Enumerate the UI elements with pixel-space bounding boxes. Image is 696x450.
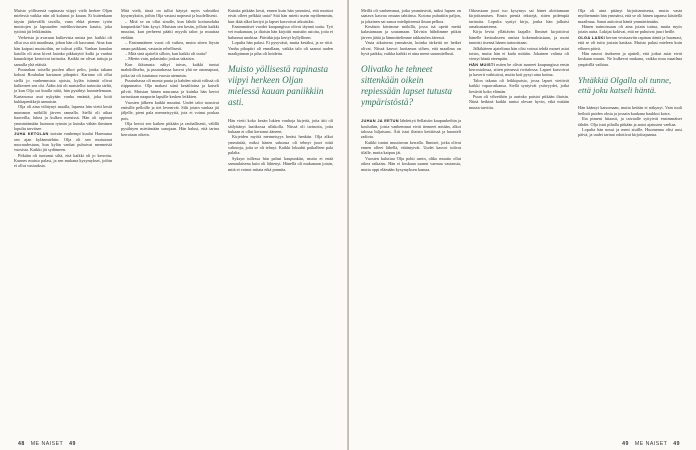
- paragraph: – Ensimmäinen vuosi oli vaikea, mutta sitten löysin oman paikkani, vastasin rehellisesti.: [121, 40, 219, 51]
- paragraph: Vuosien kuluttua Olja pohti usein, oliko muutto ollut oikea ratkaisu. Hän ei koskaan saanut varmaa vastausta, mutta oppi elämään kysymyksen kanssa.: [361, 155, 461, 172]
- paragraph: Oikeastaan juuri tuo kysymys sai hänet aloittamaan kirjoittamisen. Ensin pieniä tekstejä, sitten pidempiä tarinoita. Lopulta syntyi kirja, jonka hän julkaisi omakustanteena.: [469, 8, 569, 30]
- paragraph: Muisto yölliseestä rapinasta viipyi vielä herkee Oljan mielessä vaikka niin oli kulunut jo kauan. Ei kuitenkaan täysin järkevällä tavalla, vaan ehkä pienen tytön muistojen ja lapsuuden mielikuvitusten kautta, joka tyttönä jäi leikkimään.: [14, 8, 112, 35]
- section-lead: JUHAN JA EETUN: [361, 118, 399, 124]
- paragraph: Kuinka pitkään kesti, ennen kuin hän ymmärsi, että muistot eivät olleet pelkkiä unia? Sitä hän mietti usein myöhemmin, kun ikää alkoi kertyä ja lapset kasvoivat aikuisiksi.: [228, 8, 333, 24]
- paragraph: Olja oli aina pitänyt kirjoittamisesta, mutta vasta myöhemmin hän ymmärsi, että se oli hänen tapansa käsitellä maailmaa. Sanat auttoivat häntä ymmärtämään.: [578, 8, 682, 24]
- paragraph: [469, 62, 569, 78]
- paragraph: Puutarhassa oli monta puuta ja kahden niistä välissä oli riippumatto. Olja makasi siinä kesäiltoina ja katseli pilviä. Muistan hänen naurunsa ja kuinka hän kertoi tarinoitaan naapurin lapsille kesken leikkien.: [121, 78, 219, 100]
- pull-quote: Olivatko he tehneet sittenkään oikein repiessään lapset tutusta ympäristöstä?: [361, 64, 453, 108]
- paragraph: Kirja levisi yllättävän laajalle. Ihmiset kirjoittivat hänelle kertoakseen omista kokemuksistaan, ja moni tunnisti itsensä hänen tarinoistaan.: [469, 29, 569, 46]
- paragraph: Puutarhan toisella puolen alkoi pelto, jonka takana kohosi Rouhalan kartanon pihapiiri. Kartano oli ollut siellä jo vanhemmista ajoista, kylän isännät olivat kulkeneet sen ohi. Äidin äiti oli muistellut tarinoita sieltä, ja kun Olja sai kuulla niitä, hän pysähtyi kuuntelemaan. Kartanossa asui nykyään vanha emäntä, joka hoiti kukkapenkkejä aamuisin.: [14, 66, 112, 105]
- paragraph: Kesäisin kävimme mökillä, jossa isä opetti meitä kalastamaan ja soutamaan. Talvisin hiihdimme pitkin järven jäätä ja lämmittelimme takkatulen ääressä.: [361, 24, 461, 40]
- paragraph: Ensimmäiset vuodet kaupungissa olivat täynnä uutta. Työ vei mukanaan, ja iltaisin hän kirjoitti muistiin asioita, joita ei halunnut unohtaa. Päiväkirjoja kertyi hyllyllinen.: [228, 24, 333, 40]
- paragraph: Kaikki tuntui muuttuvan kerralla. Ihmiset, jotka olivat ennen olleet lähellä, etääntyivät. Uudet kasvot tulivat tilalle, mutta kaipuu jäi.: [361, 139, 461, 156]
- paragraph: Jälkikäteen ajateltuna hän olisi voinut tehdä monet asiat toisin, mutta hän ei kadu mitään. Jokainen valinta oli vienyt häntä eteenpäin.: [469, 45, 569, 62]
- paragraph: Hänen tarinoissaan oli aina jotain tuttua, mutta myös jotain uutta. Lukijat kokivat, että ne puhuivat juuri heille.: [578, 24, 682, 35]
- section-lead: JUHA KETOLAN: [14, 131, 49, 137]
- page-number: 48: [18, 441, 25, 447]
- left-column-2: [121, 8, 219, 438]
- paragraph: Meillä oli vanhemmat, jotka ymmärsivät, miksi lapsen on saatava kasvaa omaan tahtiinsa. Kotona puhuttiin paljon, ja jokainen sai sanoa mielipiteensä ilman pelkoa.: [361, 8, 461, 24]
- paragraph-text: kerran vesisaaviin rapinan ääniä ja huomasi, että se oli tuttu jostain kaukaa. Muisto palasi mieleen kuin eilinen päivä.: [578, 34, 682, 51]
- paragraph: Pitkään oli tuntunut siltä, että kaikki oli jo kerrottu. Kunnes muisto palasi, ja sen mukana kysymykset, joihin ei ollut vastauksia.: [14, 152, 112, 169]
- section-lead: OLGA LASKI: [578, 34, 605, 40]
- paragraph: Verkeista ja avaruun kulkevista unista jne. kaikki oli ollut osa sitä maailmaa, johon hän oli kasvanut. Aina kun hän kaipasi muistoihin, ne tulivat yöllä. Vanhan kanalan katolla oli aina kiveä kuinka pikkutyttö kulki ja vanhat kaunokirjat kertoivat tarinoita. Kaikki ne olivat tuttuja ja samalla yhä etäisiä.: [14, 34, 112, 67]
- right-column-2: [469, 8, 569, 438]
- paragraph: [578, 35, 682, 51]
- paragraph-text: isoisän vanhempi kuului Harmaasa sen ajan kylänmiehiin. Olja oli sen muistanut nuoruudestaan, kun kylän vanhat puhuivat menneistä vuosista. Kaikki jäi sydämeen.: [14, 131, 112, 153]
- pull-quote: Yhtäkkiä Olgalla oli tunne, että joku katseli häntä.: [578, 75, 672, 96]
- right-page: [349, 0, 696, 450]
- paragraph: Kirjeiden myötä menneisyys heräsi henkiin. Olja alkoi ymmärtää, miksi hänen sukunsa oli tehnyt juuri niitä valintoja, joita se oli tehnyt. Kaikki loksahti paikalleen pala palalta.: [228, 134, 333, 156]
- left-column-1: [14, 8, 112, 438]
- pull-quote: Muisto yöllisestä rapinasta viipyi herkeen Oljan mielessä kauan paniikkiin asti.: [228, 64, 329, 108]
- paragraph: – Mietin vain, palaisinko joskus takaisin.: [125, 56, 195, 62]
- paragraph: Olja kertoi sen kaiken pitkään ja rauhallisesti, välillä pysähtyen miettimään sanojaan. Hän halusi, että tarina kerrotaan oikein.: [121, 120, 219, 137]
- issue-number: 49: [69, 441, 76, 447]
- section-lead: HÄN MUISTI: [469, 61, 495, 67]
- left-folio: [14, 441, 80, 447]
- right-column-3: [578, 8, 682, 438]
- paragraph: Hän kääntyi katsomaan, mutta ketään ei näkynyt. Vain tuuli heilutti puiden oksia ja jossain kaukana haukkui koira.: [578, 105, 682, 116]
- left-page: [0, 0, 347, 450]
- paragraph: Kun ikkunasta näkyi taivas, kaikki tuntui mahdolliselta, ja puutarhassa kasvoi yhä ne omenapuut, jotka isä oli istuttanut vuosia aiemmin.: [121, 61, 219, 78]
- paragraph: – Mitä sinä ajattelit silloin, kun kaikki oli uutta?: [125, 51, 207, 57]
- page-number: 49: [673, 441, 680, 447]
- magazine-name: ME NAISET: [634, 441, 668, 447]
- right-folio: [618, 441, 684, 447]
- paragraph: Olja oli aina viihtynyt maalla, lapsena hän vietti kesät mummon mökillä järven rannalla. Siellä oli aikaa haaveilla, lukea ja kulkea metsissä. Hän oli oppinut ymmärtämään luonnon rytmin ja kuinka vähän ihminen lopulta tarvitsee.: [14, 104, 112, 131]
- paragraph: Vasta aikuisena ymmärsin, kuinka tärkeitä ne hetket olivat. Niissä kasvoi luottamus siihen, että maailma on hyvä paikka, vaikka kaikki ei aina mene suunnitellusti.: [361, 40, 461, 56]
- paragraph: Hän vietti koko kesän lukien vanhoja kirjeitä, joita äiti oli säilyttänyt laatikossa ullakolla. Niissä oli tarinoita, joita kukaan ei ollut kertonut ääneen.: [228, 118, 333, 134]
- paragraph: [361, 118, 461, 139]
- paragraph: [14, 131, 112, 152]
- paragraph: Ilta pimeni hitaasti, ja taivaalle syttyivät ensimmäiset tähdet. Olja istui pihalla pitkään ja antoi ajatusten vaeltaa.: [578, 116, 682, 127]
- issue-number: 49: [622, 441, 629, 447]
- magazine-name: ME NAISET: [30, 441, 64, 447]
- paragraph: Mitä vielä, tässä on tullut käytyä myös valmiiksi kysymyksiin, joihin Olja vastasi nopeasti ja huolellisesti.: [121, 8, 219, 19]
- paragraph-text: lähdettyä Sellaisiin kaupunkeihin ja kouluihin, joista vanhemmat eivät tienneet mitään, alkoi talossa hiljaisuus. Äiti istui iltaisin keittiössä ja kuunteli radiota.: [361, 118, 461, 140]
- paragraph: – Mitä se on ollut sinulle, kun lähdit kotiseudulta kaupunkiin? hän kysyi. Muistan sen kesän, jolloin kaikki muuttui, kun perheeni päätti myydä talon ja muuttaa etelään.: [121, 18, 219, 40]
- paragraph: Hän nauroi itsekseen ja ajatteli, että jotkut asiat eivät koskaan muutu. Ne kulkevat mukana, vaikka muu maailma ympärillä vaihtuu.: [578, 51, 682, 67]
- paragraph: Talon takana oli leikkipuisto, jossa lapset viettivät kaikki vapaa-aikansa. Siellä syntyivät ystävyydet, jotka kestivät koko elämän.: [469, 77, 569, 94]
- paragraph: Lopulta hän nousi ja meni sisälle. Huomenna olisi uusi päivä, ja uudet tarinat odottivat kirjoittajaansa.: [578, 127, 682, 138]
- left-column-3: [228, 8, 333, 438]
- right-column-1: [361, 8, 461, 438]
- paragraph: Lopulta hän palasi. Ei pysyvästi, mutta kesäksi, ja se riitti. Vanha pihapiiri oli ennallaan, vaikka talo oli saanut uuden maalipinnan ja piha oli hoidettu.: [228, 40, 333, 56]
- paragraph: Syksyn tullessa hän palasi kaupunkiin, mutta ei enää samanlaisena kuin oli lähtenyt. Hänellä oli mukanaan jotain, mitä ei voinut mitata eikä punnita.: [228, 155, 333, 172]
- paragraph: Vuosien jälkeen kaikki muuttui. Uudet talot nousivat entisille pelloille ja tiet levenivät. Silti jotain vanhaa jäi jäljelle, pieni pala menneisyyttä, jota ei voinut purkaa pois.: [121, 99, 219, 121]
- paragraph: Puun oli vihreähön ja aurinko paistoi pitkään iltaisin. Niinä hetkinä kaikki tuntui olevan hyvin, eikä mitään muuta tarvittu.: [469, 93, 569, 110]
- paragraph-text: miten he olivat asuneet kaupungissa ensin kerrostalossa, sitten pienessä rivitalossa. Lapset kasvoivat ja kaverit vaihtuivat, mutta koti pysyi aina kotina.: [469, 61, 569, 78]
